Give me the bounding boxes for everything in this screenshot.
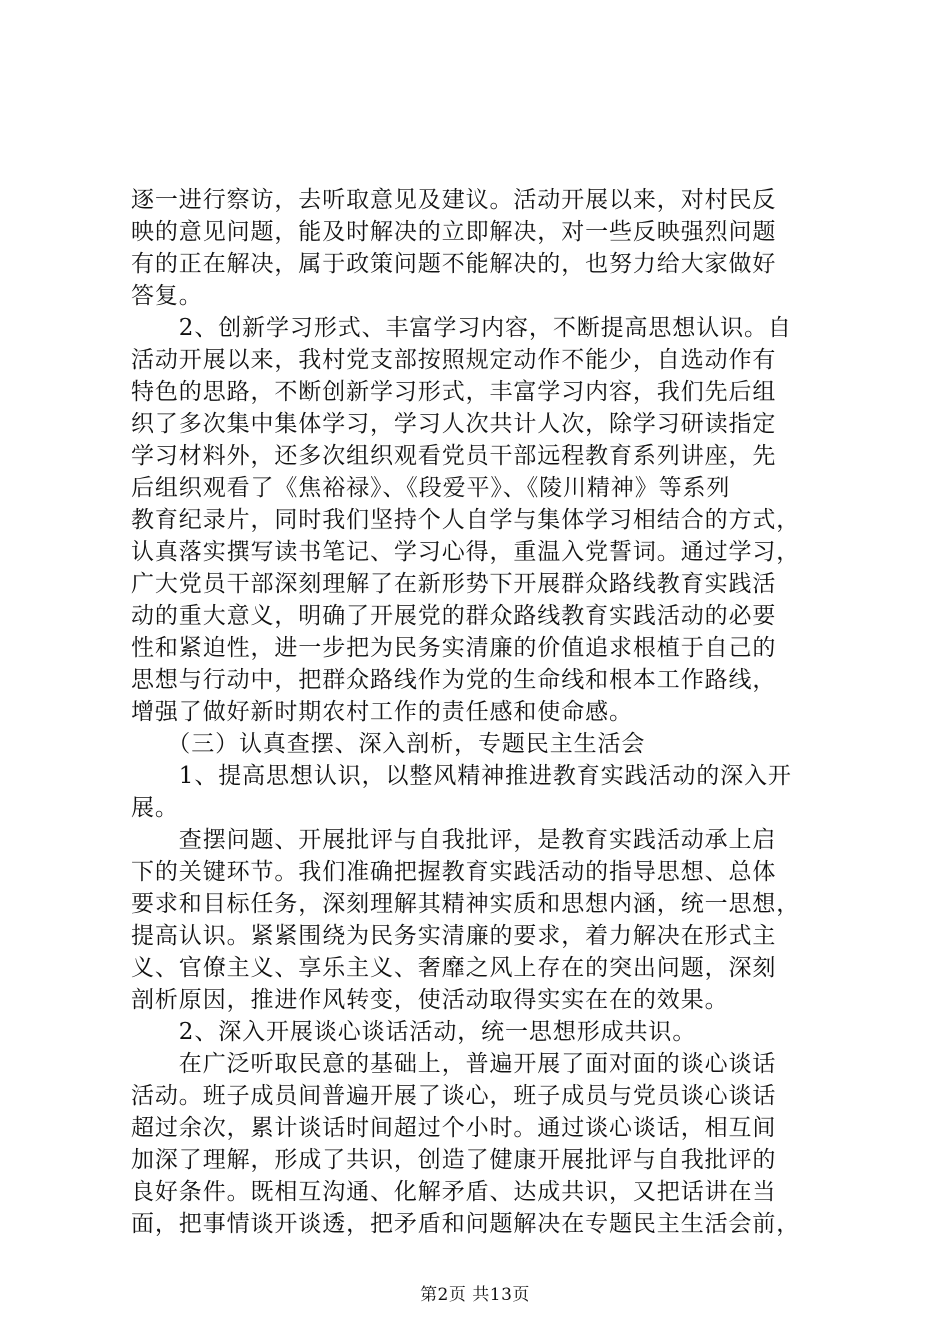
document-body <box>131 184 831 1240</box>
text-line: 特色的思路，不断创新学习形式，丰富学习内容，我们先后组 <box>131 379 777 405</box>
text-line: 面，把事情谈开谈透，把矛盾和问题解决在专题民主生活会前， <box>131 1211 801 1237</box>
text-line: 1、提高思想认识，以整风精神推进教育实践活动的深入开 <box>131 763 792 789</box>
text-line: 查摆问题、开展批评与自我批评，是教育实践活动承上启 <box>131 827 777 853</box>
text-line: 活动。班子成员间普遍开展了谈心，班子成员与党员谈心谈话 <box>131 1083 777 1109</box>
text-line: 2、创新学习形式、丰富学习内容，不断提高思想认识。自 <box>131 315 792 341</box>
text-line: 2、深入开展谈心谈话活动，统一思想形成共识。 <box>131 1019 697 1045</box>
text-line: 要求和目标任务，深刻理解其精神实质和思想内涵，统一思想， <box>131 891 801 917</box>
text-line: 织了多次集中集体学习，学习人次共计人次，除学习研读指定 <box>131 411 777 437</box>
text-line: 增强了做好新时期农村工作的责任感和使命感。 <box>131 699 633 725</box>
text-line: 剖析原因，推进作风转变，使活动取得实实在在的效果。 <box>131 987 729 1013</box>
text-line: 性和紧迫性，进一步把为民务实清廉的价值追求根植于自己的 <box>131 635 777 661</box>
text-line: 映的意见问题，能及时解决的立即解决，对一些反映强烈问题 <box>131 219 777 245</box>
text-line: 活动开展以来，我村党支部按照规定动作不能少，自选动作有 <box>131 347 777 373</box>
text-line: 展。 <box>131 795 179 821</box>
text-line: 教育纪录片，同时我们坚持个人自学与集体学习相结合的方式， <box>131 507 801 533</box>
text-line: 后组织观看了《焦裕禄》、《段爱平》、《陵川精神》等系列 <box>131 475 731 501</box>
text-line: 提高认识。紧紧围绕为民务实清廉的要求，着力解决在形式主 <box>131 923 777 949</box>
text-line: 答复。 <box>131 283 203 309</box>
text-line: 加深了理解，形成了共识，创造了健康开展批评与自我批评的 <box>131 1147 777 1173</box>
text-line: 认真落实撰写读书笔记、学习心得，重温入党誓词。通过学习， <box>131 539 801 565</box>
text-line: 下的关键环节。我们准确把握教育实践活动的指导思想、总体 <box>131 859 777 885</box>
text-line: 有的正在解决，属于政策问题不能解决的，也努力给大家做好 <box>131 251 777 277</box>
text-line: 义、官僚主义、享乐主义、奢靡之风上存在的突出问题，深刻 <box>131 955 777 981</box>
text-line: 思想与行动中，把群众路线作为党的生命线和根本工作路线， <box>131 667 777 693</box>
text-line: 良好条件。既相互沟通、化解矛盾、达成共识，又把话讲在当 <box>131 1179 777 1205</box>
text-line: 广大党员干部深刻理解了在新形势下开展群众路线教育实践活 <box>131 571 777 597</box>
page-footer: 第2页 共13页 <box>420 1285 530 1305</box>
text-line: 在广泛听取民意的基础上，普遍开展了面对面的谈心谈话 <box>131 1051 777 1077</box>
text-line: （三）认真查摆、深入剖析，专题民主生活会 <box>131 731 646 757</box>
text-line: 动的重大意义，明确了开展党的群众路线教育实践活动的必要 <box>131 603 777 629</box>
text-line: 逐一进行察访，去听取意见及建议。活动开展以来，对村民反 <box>131 187 777 213</box>
text-line: 超过余次，累计谈话时间超过个小时。通过谈心谈话，相互间 <box>131 1115 777 1141</box>
text-line: 学习材料外，还多次组织观看党员干部远程教育系列讲座，先 <box>131 443 777 469</box>
